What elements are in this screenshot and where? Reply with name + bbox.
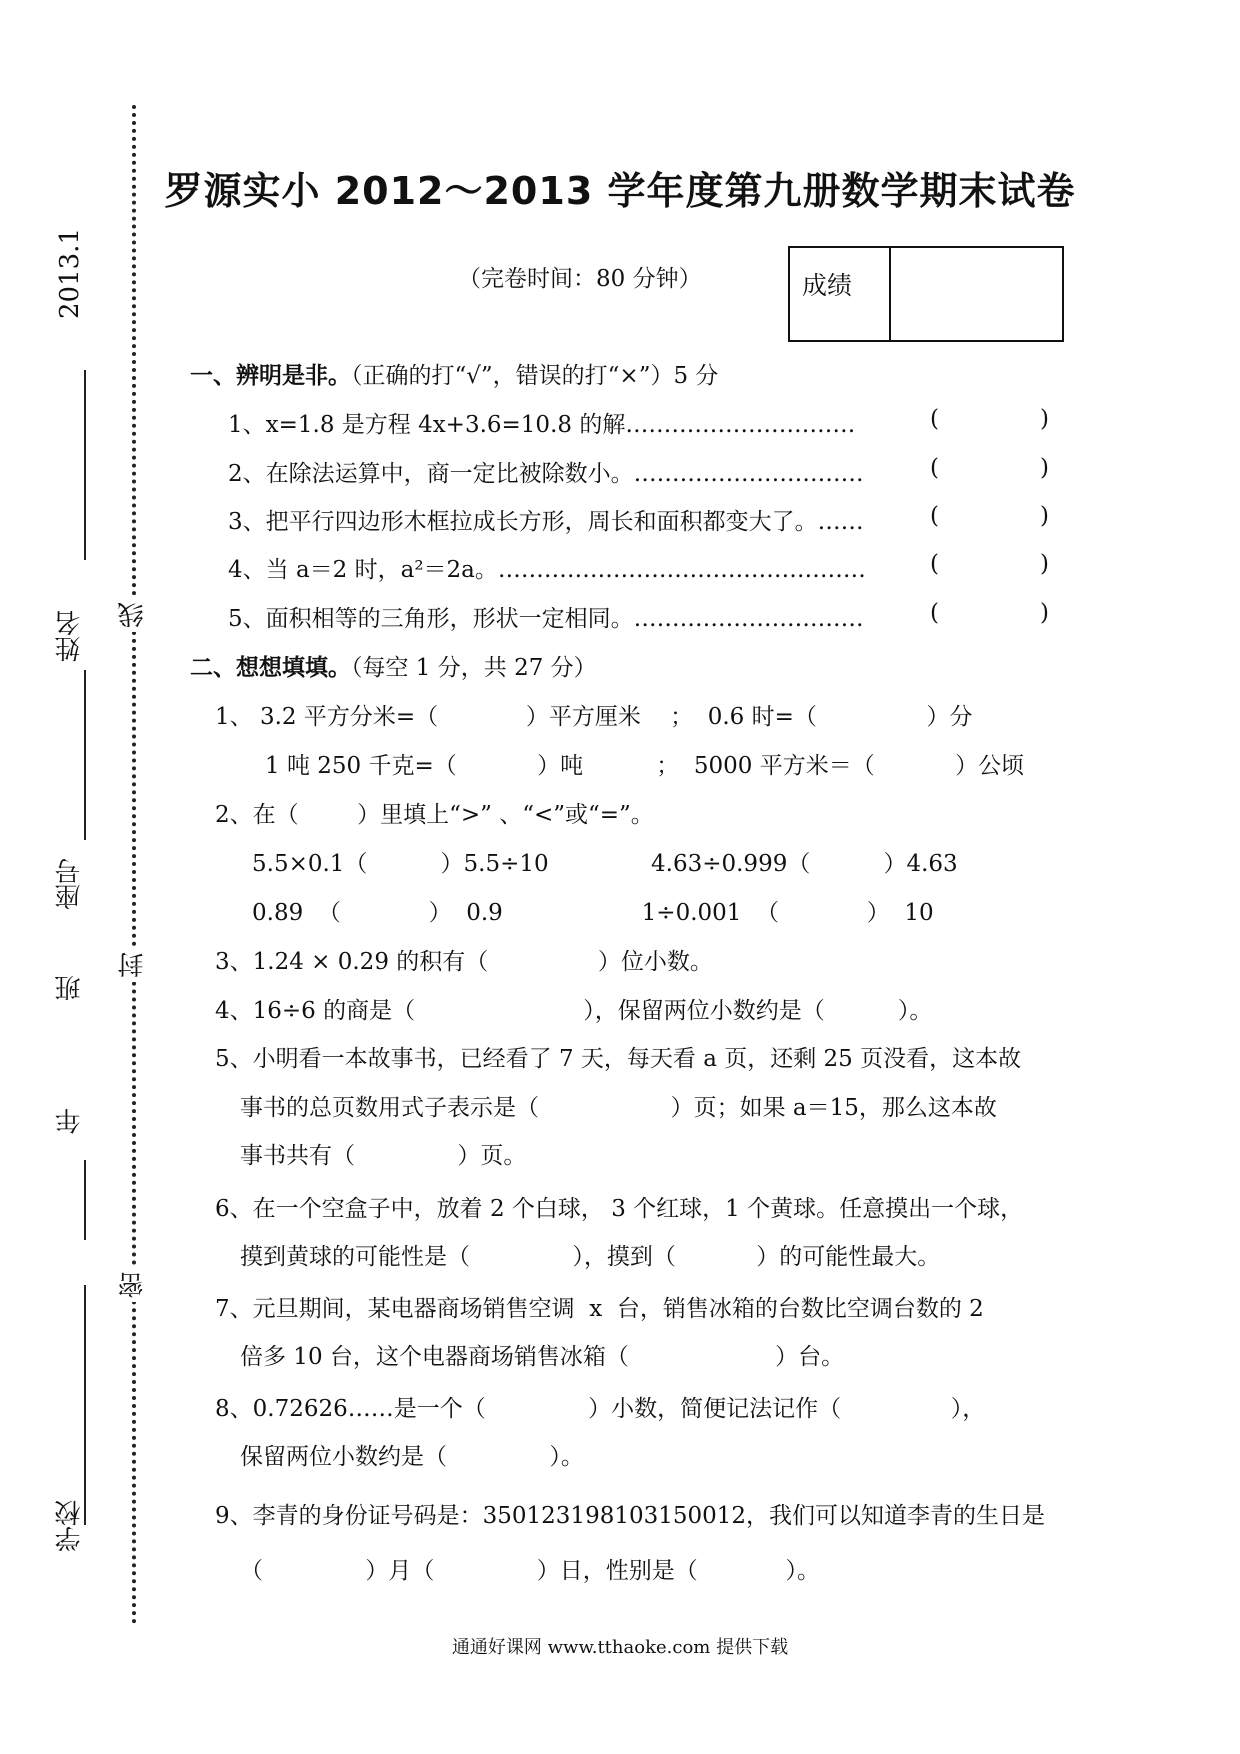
s1-item-1: 1、x=1.8 是方程 4x+3.6=10.8 的解………………………… bbox=[228, 412, 856, 438]
q8-line-a: 8、0.72626……是一个（ ）小数，简便记法记作（ ）， bbox=[215, 1396, 986, 1422]
seal-line-char: 线 bbox=[120, 598, 146, 632]
margin-date: 2013.1 bbox=[55, 228, 85, 319]
s1-item-2: 2、在除法运算中，商一定比被除数小。………………………… bbox=[228, 461, 864, 487]
q2-line-b: 0.89 （ ） 0.9 1÷0.001 （ ） 10 bbox=[252, 900, 934, 926]
section2-note: （每空 1 分，共 27 分） bbox=[351, 655, 597, 681]
margin-line-name bbox=[84, 370, 86, 560]
section1-heading: 一、辨明是非。 bbox=[190, 363, 351, 389]
section1-heading-row bbox=[190, 357, 718, 390]
q8-line-b: 保留两位小数约是（ ）。 bbox=[240, 1444, 584, 1470]
q1-line-b: 1 吨 250 千克=（ ）吨 ； 5000 平方米＝（ ）公顷 bbox=[265, 753, 1025, 779]
score-divider bbox=[889, 248, 891, 340]
s1-paren-close-3: ) bbox=[1040, 503, 1049, 529]
seal-seal-char: 封 bbox=[120, 948, 146, 982]
q2-line-a: 5.5×0.1（ ）5.5÷10 4.63÷0.999（ ）4.63 bbox=[252, 851, 958, 877]
q4-line: 4、16÷6 的商是（ ），保留两位小数约是（ ）。 bbox=[215, 998, 933, 1024]
margin-line-grade bbox=[84, 1160, 86, 1240]
q2-line: 2、在（ ）里填上“>” 、“<”或“=”。 bbox=[215, 802, 654, 828]
seal-secret-char: 密 bbox=[120, 1268, 146, 1302]
score-label: 成绩 bbox=[802, 271, 853, 300]
section2-heading-row bbox=[190, 649, 597, 682]
section2-heading: 二、想想填填。 bbox=[190, 655, 351, 681]
s1-paren-open-4: ( bbox=[930, 551, 939, 577]
s1-item-3: 3、把平行四边形木框拉成长方形，周长和面积都变大了。…… bbox=[228, 509, 864, 535]
q7-line-b: 倍多 10 台，这个电器商场销售冰箱（ ）台。 bbox=[240, 1344, 845, 1370]
time-note: （完卷时间：80 分钟） bbox=[458, 266, 702, 292]
s1-item-4: 4、当 a＝2 时，a²＝2a。………………………………………… bbox=[228, 557, 866, 583]
s1-paren-close-4: ) bbox=[1040, 551, 1049, 577]
binding-dotted-line bbox=[132, 105, 136, 1625]
q5-line-b: 事书的总页数用式子表示是（ ）页；如果 a＝15，那么这本故 bbox=[240, 1095, 997, 1121]
margin-school-label: 学校 bbox=[55, 1500, 85, 1552]
q1-line-a: 1、 3.2 平方分米=（ ）平方厘米 ； 0.6 时=（ ）分 bbox=[215, 704, 973, 730]
s1-paren-open-2: ( bbox=[930, 455, 939, 481]
s1-paren-open-5: ( bbox=[930, 600, 939, 626]
s1-paren-open-1: ( bbox=[930, 406, 939, 432]
footer-credit: 通通好课网 www.tthaoke.com 提供下载 bbox=[451, 1637, 789, 1658]
margin-class-label: 班 bbox=[55, 975, 85, 1001]
s1-item-5: 5、面积相等的三角形，形状一定相同。………………………… bbox=[228, 606, 864, 632]
exam-title: 罗源实小 2012～2013 学年度第九册数学期末试卷 bbox=[164, 169, 1076, 213]
section1-note: （正确的打“√”，错误的打“×”）5 分 bbox=[351, 363, 719, 389]
s1-paren-close-5: ) bbox=[1040, 600, 1049, 626]
q9-line-b: （ ）月（ ）日，性别是（ ）。 bbox=[240, 1558, 820, 1584]
margin-seat-label: 座号 bbox=[55, 858, 85, 910]
s1-paren-close-2: ) bbox=[1040, 455, 1049, 481]
q3-line: 3、1.24 × 0.29 的积有（ ）位小数。 bbox=[215, 949, 713, 975]
q5-line-a: 5、小明看一本故事书，已经看了 7 天，每天看 a 页，还剩 25 页没看，这本故 bbox=[215, 1046, 1022, 1072]
margin-grade-label: 年 bbox=[55, 1108, 85, 1134]
q5-line-c: 事书共有（ ）页。 bbox=[240, 1143, 527, 1169]
q7-line-a: 7、元旦期间，某电器商场销售空调 x 台，销售冰箱的台数比空调台数的 2 bbox=[215, 1296, 984, 1322]
margin-line-school bbox=[84, 1285, 86, 1525]
q9-line-a: 9、李青的身份证号码是：350123198103150012，我们可以知道李青的生日是 bbox=[215, 1503, 1046, 1529]
margin-name-label: 姓名 bbox=[55, 610, 85, 662]
s1-paren-open-3: ( bbox=[930, 503, 939, 529]
score-box bbox=[788, 246, 1064, 342]
s1-paren-close-1: ) bbox=[1040, 406, 1049, 432]
q6-line-a: 6、在一个空盒子中，放着 2 个白球， 3 个红球，1 个黄球。任意摸出一个球， bbox=[215, 1196, 1024, 1222]
q6-line-b: 摸到黄球的可能性是（ ），摸到（ ）的可能性最大。 bbox=[240, 1244, 941, 1270]
margin-line-seat bbox=[84, 670, 86, 840]
